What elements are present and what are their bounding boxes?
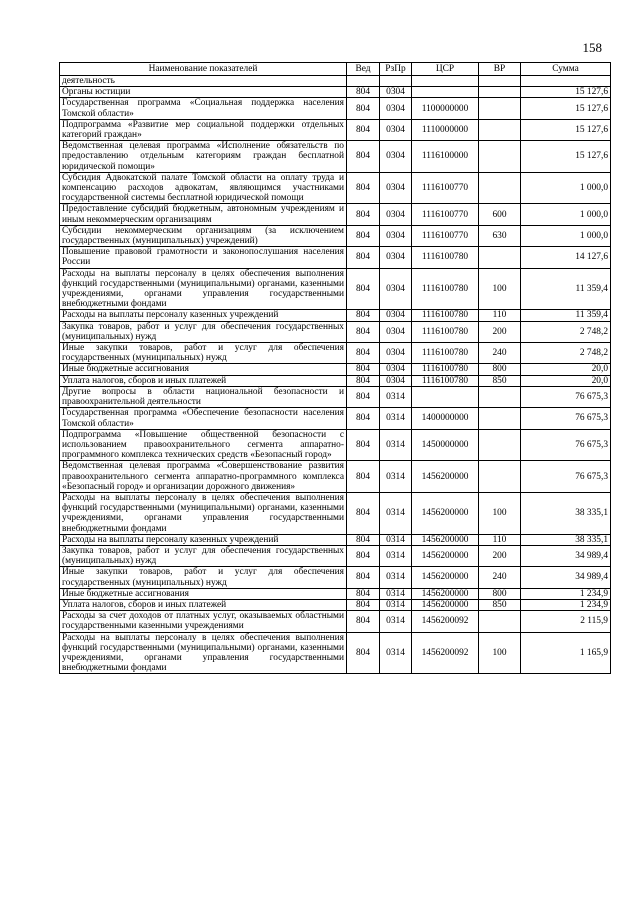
row-rzpr-cell: 0314: [380, 492, 412, 534]
row-sum-cell: 14 127,6: [521, 247, 611, 268]
row-ved-cell: 804: [347, 534, 380, 545]
row-vr-cell: 200: [479, 321, 521, 342]
row-vr-cell: [479, 408, 521, 429]
row-ved-cell: 804: [347, 375, 380, 386]
table-row: [60, 386, 611, 407]
row-sum-cell: 1 000,0: [521, 225, 611, 246]
table-row: [60, 588, 611, 599]
row-sum-cell: 2 748,2: [521, 321, 611, 342]
row-sum-cell: 11 359,4: [521, 310, 611, 321]
row-ved-cell: 804: [347, 461, 380, 493]
row-vr-cell: [479, 141, 521, 173]
header-sum: Сумма: [521, 63, 611, 76]
row-ved-cell: 804: [347, 408, 380, 429]
row-rzpr-cell: 0314: [380, 429, 412, 461]
row-csr-cell: 1456200000: [412, 492, 479, 534]
row-csr-cell: 1116100770: [412, 225, 479, 246]
row-ved-cell: 804: [347, 599, 380, 610]
row-ved-cell: 804: [347, 492, 380, 534]
row-rzpr-cell: 0304: [380, 172, 412, 204]
row-csr-cell: 1456200000: [412, 545, 479, 566]
row-ved-cell: 804: [347, 364, 380, 375]
row-sum-cell: 34 989,4: [521, 545, 611, 566]
row-csr-cell: 1116100780: [412, 310, 479, 321]
row-csr-cell: [412, 87, 479, 98]
header-csr: ЦСР: [412, 63, 479, 76]
header-name: Наименование показателей: [60, 63, 347, 76]
row-name-cell: Иные закупки товаров, работ и услуг для обеспечения государственных (муниципальных) нужд: [60, 343, 347, 364]
row-ved-cell: 804: [347, 611, 380, 632]
row-name-cell: Расходы на выплаты персоналу в целях обеспечения выполнения функций государственными (муниципальными) органами, казенными учреждениями, органами управления государственными внебюджетными фондами: [60, 492, 347, 534]
table-row: [60, 375, 611, 386]
row-name-cell: Ведомственная целевая программа «Исполнение обязательств по предоставлению отдельным категориям граждан бесплатной юридической помощи»: [60, 141, 347, 173]
table-row: [60, 310, 611, 321]
row-name-cell: Иные бюджетные ассигнования: [60, 588, 347, 599]
row-sum-cell: 76 675,3: [521, 461, 611, 493]
row-csr-cell: 1116100000: [412, 141, 479, 173]
row-sum-cell: 1 234,9: [521, 599, 611, 610]
page-number: 158: [582, 40, 602, 55]
row-csr-cell: 1456200000: [412, 461, 479, 493]
header-rzpr: РзПр: [380, 63, 412, 76]
row-ved-cell: 804: [347, 204, 380, 225]
row-csr-cell: 1116100780: [412, 268, 479, 310]
row-name-cell: Закупка товаров, работ и услуг для обеспечения государственных (муниципальных) нужд: [60, 545, 347, 566]
table-row: [60, 204, 611, 225]
row-ved-cell: 804: [347, 98, 380, 119]
table-row: [60, 632, 611, 674]
row-name-cell: Ведомственная целевая программа «Совершенствование развития правоохранительного сегмента аппаратно-программного комплекса «Безопасный город» и организации дорожного движения»: [60, 461, 347, 493]
row-rzpr-cell: 0304: [380, 87, 412, 98]
row-ved-cell: 804: [347, 87, 380, 98]
row-vr-cell: 850: [479, 375, 521, 386]
row-ved-cell: 804: [347, 545, 380, 566]
row-ved-cell: 804: [347, 225, 380, 246]
row-vr-cell: [479, 461, 521, 493]
row-name-cell: Повышение правовой грамотности и законопослушания населения России: [60, 247, 347, 268]
row-sum-cell: 15 127,6: [521, 119, 611, 140]
row-sum-cell: 11 359,4: [521, 268, 611, 310]
row-name-cell: Государственная программа «Обеспечение безопасности населения Томской области»: [60, 408, 347, 429]
header-ved: Вед: [347, 63, 380, 76]
table-row: [60, 545, 611, 566]
row-ved-cell: 804: [347, 119, 380, 140]
row-rzpr-cell: 0314: [380, 545, 412, 566]
header-vr: ВР: [479, 63, 521, 76]
row-csr-cell: 1110000000: [412, 119, 479, 140]
table-row: [60, 461, 611, 493]
row-sum-cell: 38 335,1: [521, 492, 611, 534]
row-ved-cell: 804: [347, 567, 380, 588]
row-rzpr-cell: 0304: [380, 343, 412, 364]
row-rzpr-cell: 0304: [380, 375, 412, 386]
row-vr-cell: [479, 429, 521, 461]
table-row: [60, 408, 611, 429]
row-csr-cell: 1456200000: [412, 588, 479, 599]
table-row: [60, 599, 611, 610]
row-ved-cell: 804: [347, 343, 380, 364]
row-ved-cell: 804: [347, 172, 380, 204]
row-csr-cell: 1116100780: [412, 375, 479, 386]
row-sum-cell: 34 989,4: [521, 567, 611, 588]
table-row: [60, 98, 611, 119]
row-name-cell: Расходы на выплаты персоналу казенных учреждений: [60, 534, 347, 545]
row-vr-cell: 200: [479, 545, 521, 566]
row-rzpr-cell: 0314: [380, 408, 412, 429]
row-csr-cell: 1116100780: [412, 321, 479, 342]
row-sum-cell: 1 165,9: [521, 632, 611, 674]
row-sum-cell: [521, 76, 611, 87]
row-rzpr-cell: 0314: [380, 611, 412, 632]
row-rzpr-cell: 0304: [380, 364, 412, 375]
row-name-cell: Уплата налогов, сборов и иных платежей: [60, 375, 347, 386]
row-name-cell: деятельность: [60, 76, 347, 87]
table-row: [60, 611, 611, 632]
row-name-cell: Государственная программа «Социальная поддержка населения Томской области»: [60, 98, 347, 119]
row-name-cell: Подпрограмма «Развитие мер социальной поддержки отдельных категорий граждан»: [60, 119, 347, 140]
row-vr-cell: 240: [479, 567, 521, 588]
row-csr-cell: 1450000000: [412, 429, 479, 461]
row-rzpr-cell: 0304: [380, 310, 412, 321]
row-rzpr-cell: 0314: [380, 386, 412, 407]
row-name-cell: Расходы на выплаты персоналу в целях обеспечения выполнения функций государственными (муниципальными) органами, казенными учреждениями, органами управления государственными внебюджетными фондами: [60, 268, 347, 310]
row-rzpr-cell: [380, 76, 412, 87]
row-name-cell: Предоставление субсидий бюджетным, автономным учреждениям и иным некоммерческим организациям: [60, 204, 347, 225]
row-sum-cell: 20,0: [521, 364, 611, 375]
row-sum-cell: 1 000,0: [521, 204, 611, 225]
row-vr-cell: 600: [479, 204, 521, 225]
row-rzpr-cell: 0314: [380, 599, 412, 610]
row-csr-cell: 1456200000: [412, 599, 479, 610]
row-name-cell: Подпрограмма «Повышение общественной безопасности с использованием правоохранительного сегмента аппаратно-программного комплекса технических средств «Безопасный город»: [60, 429, 347, 461]
row-rzpr-cell: 0304: [380, 225, 412, 246]
row-sum-cell: 76 675,3: [521, 408, 611, 429]
row-vr-cell: [479, 76, 521, 87]
table-row: [60, 172, 611, 204]
row-ved-cell: 804: [347, 632, 380, 674]
row-csr-cell: 1400000000: [412, 408, 479, 429]
table-row: [60, 225, 611, 246]
row-vr-cell: [479, 247, 521, 268]
row-rzpr-cell: 0304: [380, 119, 412, 140]
row-name-cell: Субсидии некоммерческим организациям (за исключением государственных (муниципальных) учреждений): [60, 225, 347, 246]
table-row: [60, 343, 611, 364]
row-ved-cell: 804: [347, 247, 380, 268]
table-body: [60, 76, 611, 674]
row-vr-cell: [479, 172, 521, 204]
row-sum-cell: 1 234,9: [521, 588, 611, 599]
row-rzpr-cell: 0304: [380, 98, 412, 119]
row-name-cell: Иные закупки товаров, работ и услуг для обеспечения государственных (муниципальных) нужд: [60, 567, 347, 588]
row-sum-cell: 38 335,1: [521, 534, 611, 545]
row-name-cell: Органы юстиции: [60, 87, 347, 98]
row-rzpr-cell: 0304: [380, 268, 412, 310]
row-vr-cell: 630: [479, 225, 521, 246]
row-name-cell: Закупка товаров, работ и услуг для обеспечения государственных (муниципальных) нужд: [60, 321, 347, 342]
row-ved-cell: 804: [347, 588, 380, 599]
row-name-cell: Расходы на выплаты персоналу казенных учреждений: [60, 310, 347, 321]
row-rzpr-cell: 0314: [380, 567, 412, 588]
row-rzpr-cell: 0314: [380, 632, 412, 674]
table-row: [60, 429, 611, 461]
table-row: [60, 87, 611, 98]
table-row: [60, 141, 611, 173]
row-rzpr-cell: 0314: [380, 588, 412, 599]
row-sum-cell: 15 127,6: [521, 98, 611, 119]
row-csr-cell: 1456200092: [412, 632, 479, 674]
row-csr-cell: 1116100780: [412, 343, 479, 364]
row-ved-cell: 804: [347, 429, 380, 461]
row-vr-cell: [479, 87, 521, 98]
row-ved-cell: 804: [347, 310, 380, 321]
row-csr-cell: 1116100780: [412, 364, 479, 375]
row-vr-cell: 800: [479, 588, 521, 599]
row-name-cell: Расходы на выплаты персоналу в целях обеспечения выполнения функций государственными (муниципальными) органами, казенными учреждениями, органами управления государственными внебюджетными фондами: [60, 632, 347, 674]
row-csr-cell: 1456200000: [412, 534, 479, 545]
table-header-row: [60, 63, 611, 76]
table-row: [60, 492, 611, 534]
table-row: [60, 247, 611, 268]
row-csr-cell: 1100000000: [412, 98, 479, 119]
row-sum-cell: 76 675,3: [521, 429, 611, 461]
row-name-cell: Уплата налогов, сборов и иных платежей: [60, 599, 347, 610]
table-row: [60, 567, 611, 588]
row-vr-cell: [479, 386, 521, 407]
row-vr-cell: 110: [479, 534, 521, 545]
table-row: [60, 364, 611, 375]
table-row: [60, 321, 611, 342]
row-rzpr-cell: 0314: [380, 534, 412, 545]
row-sum-cell: 76 675,3: [521, 386, 611, 407]
row-vr-cell: 110: [479, 310, 521, 321]
row-rzpr-cell: 0304: [380, 204, 412, 225]
row-vr-cell: [479, 611, 521, 632]
row-ved-cell: [347, 76, 380, 87]
row-csr-cell: [412, 76, 479, 87]
row-vr-cell: 800: [479, 364, 521, 375]
row-rzpr-cell: 0314: [380, 461, 412, 493]
row-sum-cell: 20,0: [521, 375, 611, 386]
row-rzpr-cell: 0304: [380, 141, 412, 173]
budget-table: [59, 62, 611, 674]
table-row: [60, 119, 611, 140]
row-sum-cell: 2 115,9: [521, 611, 611, 632]
row-name-cell: Другие вопросы в области национальной безопасности и правоохранительной деятельности: [60, 386, 347, 407]
row-csr-cell: 1116100780: [412, 247, 479, 268]
row-ved-cell: 804: [347, 386, 380, 407]
row-vr-cell: 240: [479, 343, 521, 364]
table-row: [60, 76, 611, 87]
row-csr-cell: 1116100770: [412, 204, 479, 225]
row-sum-cell: 1 000,0: [521, 172, 611, 204]
row-name-cell: Субсидия Адвокатской палате Томской области на оплату труда и компенсацию расходов адвокатам, являющимся участниками государственной системы бесплатной юридической помощи: [60, 172, 347, 204]
row-csr-cell: 1456200092: [412, 611, 479, 632]
row-vr-cell: 100: [479, 492, 521, 534]
table-row: [60, 534, 611, 545]
row-vr-cell: 100: [479, 268, 521, 310]
row-csr-cell: 1456200000: [412, 567, 479, 588]
row-sum-cell: 15 127,6: [521, 87, 611, 98]
row-name-cell: Иные бюджетные ассигнования: [60, 364, 347, 375]
row-csr-cell: [412, 386, 479, 407]
row-sum-cell: 15 127,6: [521, 141, 611, 173]
row-name-cell: Расходы за счет доходов от платных услуг, оказываемых областными государственными казенными учреждениями: [60, 611, 347, 632]
row-vr-cell: 850: [479, 599, 521, 610]
row-sum-cell: 2 748,2: [521, 343, 611, 364]
row-rzpr-cell: 0304: [380, 321, 412, 342]
row-ved-cell: 804: [347, 321, 380, 342]
row-ved-cell: 804: [347, 268, 380, 310]
row-vr-cell: [479, 119, 521, 140]
row-csr-cell: 1116100770: [412, 172, 479, 204]
row-ved-cell: 804: [347, 141, 380, 173]
row-vr-cell: 100: [479, 632, 521, 674]
row-vr-cell: [479, 98, 521, 119]
table-row: [60, 268, 611, 310]
row-rzpr-cell: 0304: [380, 247, 412, 268]
